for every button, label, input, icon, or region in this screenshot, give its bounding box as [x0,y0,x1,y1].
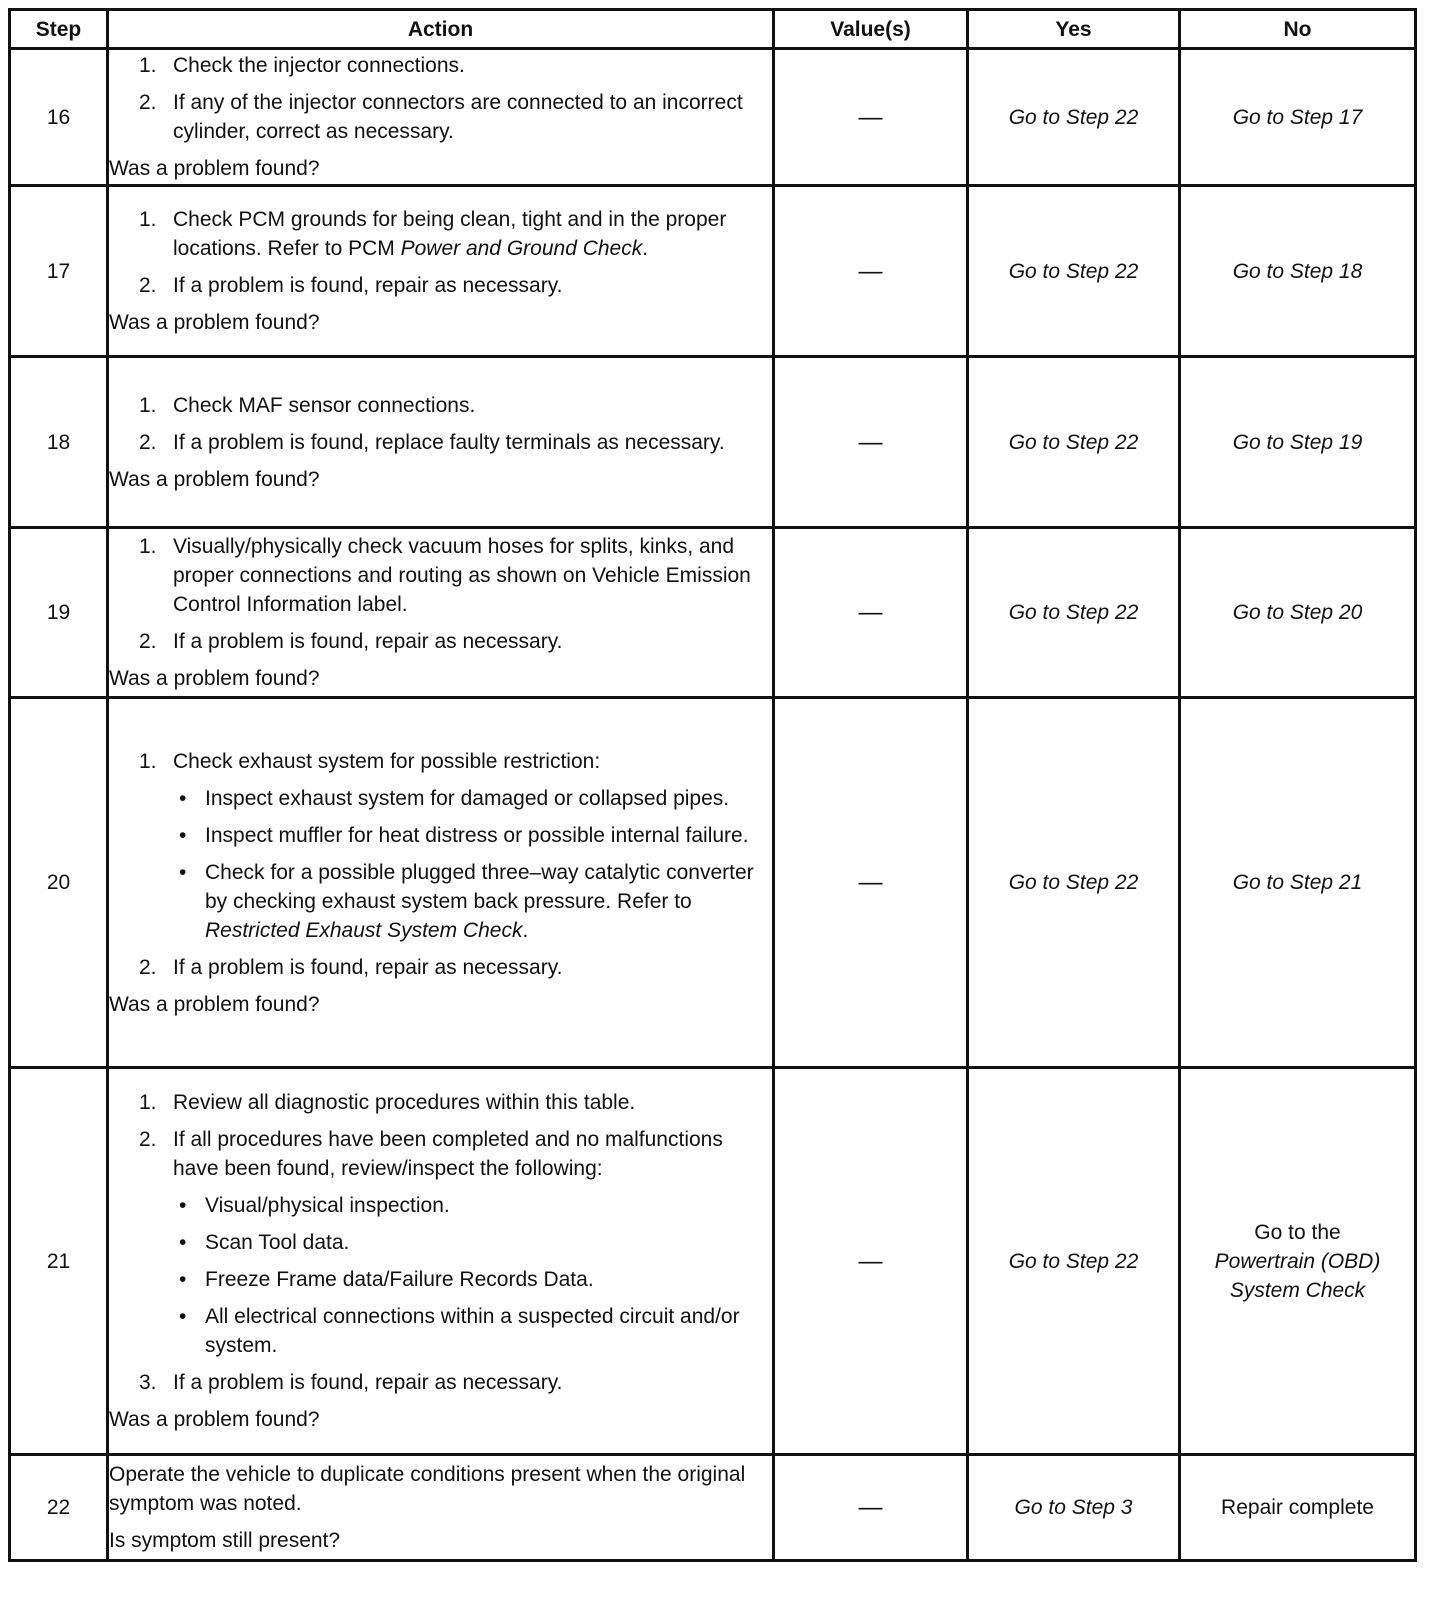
action-step-number: 1. [139,54,157,77]
action-step-text: Visually/physically check vacuum hoses for splits, kinks, and proper connections and routing as shown on Vehicle Emission Control Information label. [173,535,751,616]
bullet-text: Check for a possible plugged three–way catalytic converter by checking exhaust system back pressure. Refer to [205,860,754,913]
table-body [10,49,1416,1561]
bullet-item [173,858,772,945]
bullet-item [173,821,772,850]
action-question: Was a problem found? [109,992,320,1016]
step-number: 16 [10,49,108,186]
action-step-number: 1. [139,535,157,558]
action-question: Was a problem found? [109,157,320,180]
table-row [10,357,1416,528]
yes-result: Go to Step 22 [968,698,1180,1068]
action-step [109,88,772,146]
action-cell [108,186,774,357]
action-step [109,271,772,300]
action-step-text: If a problem is found, repair as necessary. [173,1371,563,1394]
action-step-number: 2. [139,630,157,653]
action-step-list [109,51,772,146]
no-result: Go to Step 17 [1180,49,1416,186]
value-cell: — [774,698,968,1068]
bullet-text-end: . [522,918,529,942]
no-result: Go to Step 21 [1180,698,1416,1068]
action-step [109,1125,772,1360]
table-row [10,49,1416,186]
bullet-item [173,1302,772,1360]
procedure-reference: Restricted Exhaust System Check [205,918,523,942]
value-cell: — [774,528,968,698]
action-question: Was a problem found? [109,467,320,491]
value-cell: — [774,186,968,357]
table-row [10,1455,1416,1561]
bullet-text: Inspect muffler for heat distress or possible internal failure. [205,823,749,847]
no-result [1180,1068,1416,1455]
action-paragraph: Operate the vehicle to duplicate conditions present when the original symptom was noted. [109,1463,746,1515]
action-step [109,205,772,263]
action-step [109,953,772,982]
action-step-text: If a problem is found, repair as necessary. [173,274,563,297]
step-number: 21 [10,1068,108,1455]
header-action: Action [108,10,774,49]
yes-result: Go to Step 22 [968,357,1180,528]
bullet-item [173,1265,772,1294]
step-number: 19 [10,528,108,698]
bullet-item [173,1228,772,1257]
procedure-reference: Power and Ground Check [400,237,643,260]
value-cell: — [774,49,968,186]
header-yes: Yes [968,10,1180,49]
action-step-number: 2. [139,955,157,979]
step-number: 18 [10,357,108,528]
action-step-number: 2. [139,1128,157,1151]
action-cell [108,1455,774,1561]
header-values: Value(s) [774,10,968,49]
action-step-list [109,747,772,982]
value-cell: — [774,357,968,528]
action-step-text: If a problem is found, repair as necessary. [173,630,563,653]
bullet-item [173,1191,772,1220]
bullet-text: Scan Tool data. [205,1231,350,1254]
action-step [109,391,772,420]
action-step [109,747,772,945]
action-question: Is symptom still present? [109,1529,341,1552]
no-result-prefix: Go to the [1254,1220,1341,1244]
action-step-text: If a problem is found, repair as necessary. [173,955,563,979]
table-row [10,186,1416,357]
action-step-text: If any of the injector connectors are connected to an incorrect cylinder, correct as necessary. [173,91,743,143]
action-cell [108,357,774,528]
table-row [10,698,1416,1068]
bullet-icon: • [179,860,187,884]
no-result: Repair complete [1180,1455,1416,1561]
action-question: Was a problem found? [109,311,320,334]
step-number: 22 [10,1455,108,1561]
yes-result: Go to Step 22 [968,1068,1180,1455]
action-step [109,1088,772,1117]
action-step [109,428,772,457]
bullet-item [173,784,772,813]
bullet-icon: • [179,823,187,847]
yes-result: Go to Step 22 [968,528,1180,698]
action-step-list [109,1088,772,1397]
action-step-text: Check the injector connections. [173,54,465,77]
header-no: No [1180,10,1416,49]
action-step-number: 1. [139,1091,157,1114]
bullet-list [173,784,772,945]
bullet-text: Visual/physical inspection. [205,1194,450,1217]
action-step-list [109,205,772,300]
bullet-text: All electrical connections within a suspected circuit and/or system. [205,1305,740,1357]
action-question: Was a problem found? [109,667,320,690]
no-result: Go to Step 20 [1180,528,1416,698]
no-result: Go to Step 19 [1180,357,1416,528]
header-step: Step [10,10,108,49]
action-step-number: 2. [139,274,157,297]
action-step-number: 2. [139,430,157,454]
action-cell [108,698,774,1068]
action-step-text: Review all diagnostic procedures within this table. [173,1091,636,1114]
procedure-reference: Powertrain (OBD) System Check [1214,1249,1381,1302]
action-step [109,51,772,80]
bullet-text: Freeze Frame data/Failure Records Data. [205,1268,594,1291]
table-row [10,528,1416,698]
bullet-icon: • [179,1305,187,1328]
no-result: Go to Step 18 [1180,186,1416,357]
action-step-text: Check PCM grounds for being clean, tight and in the proper locations. Refer to PCM [173,208,727,260]
bullet-icon: • [179,1231,187,1254]
action-cell [108,528,774,698]
action-step-text: Check exhaust system for possible restriction: [173,749,601,773]
action-cell [108,1068,774,1455]
bullet-icon: • [179,1268,187,1291]
bullet-icon: • [179,786,187,810]
action-step [109,532,772,619]
action-step-list [109,532,772,656]
action-step-number: 2. [139,91,157,114]
header-row [10,10,1416,49]
diagnostic-table [8,8,1417,1562]
action-step [109,1368,772,1397]
bullet-list [173,1191,772,1360]
action-step-number: 1. [139,393,157,417]
action-step-text: If a problem is found, replace faulty terminals as necessary. [173,430,725,454]
action-step [109,627,772,656]
table-row [10,1068,1416,1455]
yes-result: Go to Step 22 [968,186,1180,357]
action-step-text: If all procedures have been completed and no malfunctions have been found, review/inspect the following: [173,1128,723,1180]
action-question: Was a problem found? [109,1408,320,1431]
action-step-text-end: . [642,237,649,260]
yes-result: Go to Step 22 [968,49,1180,186]
action-cell [108,49,774,186]
action-step-number: 3. [139,1371,157,1394]
bullet-icon: • [179,1194,187,1217]
action-step-list [109,391,772,457]
yes-result: Go to Step 3 [968,1455,1180,1561]
bullet-text: Inspect exhaust system for damaged or collapsed pipes. [205,786,730,810]
value-cell: — [774,1455,968,1561]
step-number: 20 [10,698,108,1068]
action-step-number: 1. [139,208,157,231]
step-number: 17 [10,186,108,357]
action-step-text: Check MAF sensor connections. [173,393,476,417]
action-step-number: 1. [139,749,157,773]
value-cell: — [774,1068,968,1455]
